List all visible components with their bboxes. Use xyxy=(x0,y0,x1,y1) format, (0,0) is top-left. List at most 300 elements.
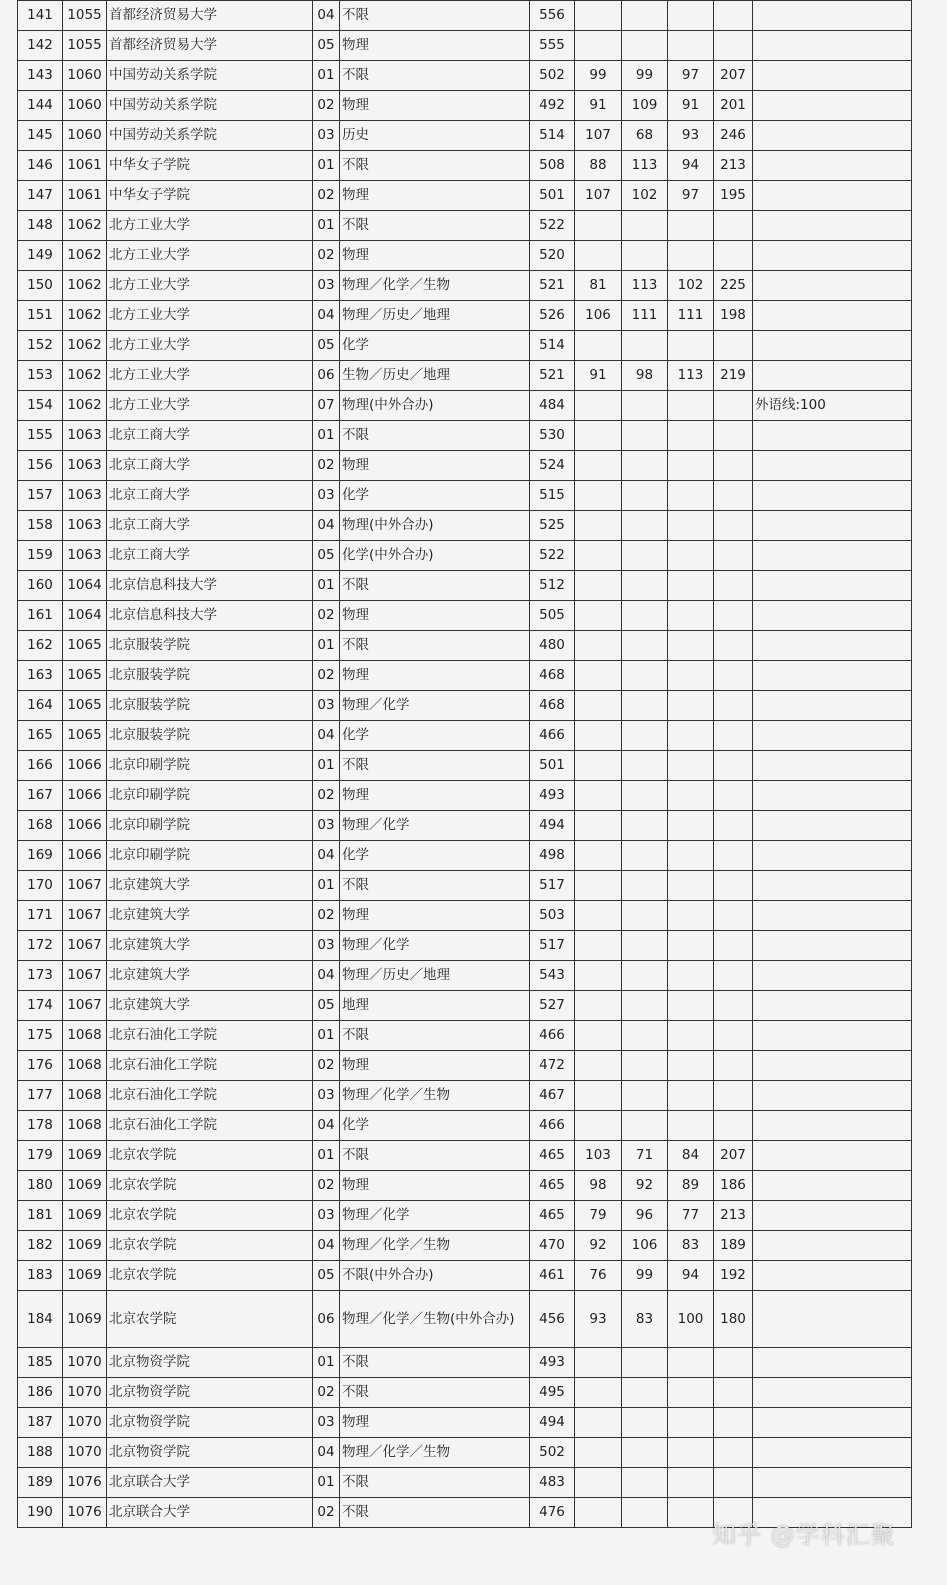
row-index-cell: 151 xyxy=(18,301,63,331)
min-score-cell: 466 xyxy=(530,721,575,751)
row-index-cell: 189 xyxy=(18,1468,63,1498)
score-4-cell xyxy=(714,511,753,541)
subject-requirement-cell: 不限 xyxy=(340,631,530,661)
note-cell xyxy=(753,1261,912,1291)
school-code-cell: 1069 xyxy=(63,1171,107,1201)
score-2-cell xyxy=(622,1408,668,1438)
table-row xyxy=(18,841,912,871)
table-row xyxy=(18,31,912,61)
score-2-cell xyxy=(622,1348,668,1378)
score-1-cell: 107 xyxy=(575,121,622,151)
row-index-cell: 175 xyxy=(18,1021,63,1051)
min-score-cell: 522 xyxy=(530,541,575,571)
min-score-cell: 501 xyxy=(530,181,575,211)
score-4-cell xyxy=(714,931,753,961)
note-cell xyxy=(753,211,912,241)
row-index-cell: 162 xyxy=(18,631,63,661)
school-name-cell: 北京服装学院 xyxy=(107,661,313,691)
table-row xyxy=(18,331,912,361)
score-3-cell xyxy=(668,601,714,631)
score-4-cell xyxy=(714,1468,753,1498)
score-2-cell: 106 xyxy=(622,1231,668,1261)
table-row xyxy=(18,1348,912,1378)
min-score-cell: 527 xyxy=(530,991,575,1021)
subject-requirement-cell: 历史 xyxy=(340,121,530,151)
note-cell xyxy=(753,481,912,511)
subject-requirement-cell: 物理 xyxy=(340,781,530,811)
subject-requirement-cell: 物理／化学／生物 xyxy=(340,1231,530,1261)
group-number-cell: 02 xyxy=(313,1498,340,1528)
score-4-cell: 213 xyxy=(714,151,753,181)
group-number-cell: 04 xyxy=(313,961,340,991)
min-score-cell: 461 xyxy=(530,1261,575,1291)
score-4-cell: 219 xyxy=(714,361,753,391)
group-number-cell: 01 xyxy=(313,1468,340,1498)
min-score-cell: 502 xyxy=(530,61,575,91)
score-4-cell xyxy=(714,1408,753,1438)
score-4-cell: 189 xyxy=(714,1231,753,1261)
min-score-cell: 530 xyxy=(530,421,575,451)
note-cell xyxy=(753,361,912,391)
min-score-cell: 468 xyxy=(530,691,575,721)
subject-requirement-cell: 物理(中外合办) xyxy=(340,511,530,541)
group-number-cell: 03 xyxy=(313,1408,340,1438)
school-name-cell: 北京服装学院 xyxy=(107,631,313,661)
score-4-cell xyxy=(714,901,753,931)
score-1-cell xyxy=(575,841,622,871)
score-3-cell xyxy=(668,451,714,481)
table-row xyxy=(18,391,912,421)
score-1-cell xyxy=(575,811,622,841)
min-score-cell: 470 xyxy=(530,1231,575,1261)
row-index-cell: 169 xyxy=(18,841,63,871)
score-3-cell: 111 xyxy=(668,301,714,331)
school-name-cell: 中国劳动关系学院 xyxy=(107,61,313,91)
score-2-cell: 83 xyxy=(622,1291,668,1348)
note-cell xyxy=(753,1171,912,1201)
min-score-cell: 465 xyxy=(530,1171,575,1201)
school-name-cell: 北京建筑大学 xyxy=(107,961,313,991)
score-2-cell: 68 xyxy=(622,121,668,151)
group-number-cell: 02 xyxy=(313,781,340,811)
score-3-cell xyxy=(668,1408,714,1438)
note-cell xyxy=(753,1408,912,1438)
min-score-cell: 524 xyxy=(530,451,575,481)
score-2-cell xyxy=(622,1468,668,1498)
score-4-cell xyxy=(714,781,753,811)
score-2-cell: 96 xyxy=(622,1201,668,1231)
table-row xyxy=(18,241,912,271)
min-score-cell: 472 xyxy=(530,1051,575,1081)
note-cell xyxy=(753,1021,912,1051)
min-score-cell: 508 xyxy=(530,151,575,181)
min-score-cell: 484 xyxy=(530,391,575,421)
group-number-cell: 01 xyxy=(313,211,340,241)
school-code-cell: 1068 xyxy=(63,1111,107,1141)
score-1-cell xyxy=(575,541,622,571)
row-index-cell: 150 xyxy=(18,271,63,301)
school-name-cell: 北京建筑大学 xyxy=(107,931,313,961)
school-name-cell: 北方工业大学 xyxy=(107,361,313,391)
group-number-cell: 01 xyxy=(313,61,340,91)
school-name-cell: 北京印刷学院 xyxy=(107,781,313,811)
min-score-cell: 515 xyxy=(530,481,575,511)
score-3-cell xyxy=(668,1081,714,1111)
score-3-cell: 84 xyxy=(668,1141,714,1171)
group-number-cell: 07 xyxy=(313,391,340,421)
table-row xyxy=(18,871,912,901)
group-number-cell: 01 xyxy=(313,571,340,601)
table-row xyxy=(18,1081,912,1111)
score-2-cell xyxy=(622,991,668,1021)
table-row xyxy=(18,1021,912,1051)
score-3-cell xyxy=(668,991,714,1021)
min-score-cell: 466 xyxy=(530,1111,575,1141)
row-index-cell: 159 xyxy=(18,541,63,571)
school-code-cell: 1055 xyxy=(63,1,107,31)
row-index-cell: 153 xyxy=(18,361,63,391)
row-index-cell: 161 xyxy=(18,601,63,631)
score-2-cell: 99 xyxy=(622,1261,668,1291)
note-cell xyxy=(753,541,912,571)
score-2-cell: 113 xyxy=(622,271,668,301)
note-cell xyxy=(753,241,912,271)
subject-requirement-cell: 物理 xyxy=(340,661,530,691)
subject-requirement-cell: 物理 xyxy=(340,451,530,481)
group-number-cell: 02 xyxy=(313,661,340,691)
note-cell xyxy=(753,1081,912,1111)
school-name-cell: 北京农学院 xyxy=(107,1141,313,1171)
score-2-cell xyxy=(622,871,668,901)
score-1-cell xyxy=(575,871,622,901)
school-code-cell: 1066 xyxy=(63,781,107,811)
score-4-cell: 201 xyxy=(714,91,753,121)
min-score-cell: 521 xyxy=(530,271,575,301)
min-score-cell: 465 xyxy=(530,1201,575,1231)
school-name-cell: 北京物资学院 xyxy=(107,1438,313,1468)
min-score-cell: 555 xyxy=(530,31,575,61)
min-score-cell: 495 xyxy=(530,1378,575,1408)
table-row xyxy=(18,1378,912,1408)
score-4-cell: 195 xyxy=(714,181,753,211)
score-1-cell: 93 xyxy=(575,1291,622,1348)
subject-requirement-cell: 物理／化学 xyxy=(340,691,530,721)
school-name-cell: 北京联合大学 xyxy=(107,1468,313,1498)
school-name-cell: 北京建筑大学 xyxy=(107,901,313,931)
note-cell xyxy=(753,181,912,211)
score-4-cell xyxy=(714,541,753,571)
subject-requirement-cell: 化学 xyxy=(340,481,530,511)
min-score-cell: 468 xyxy=(530,661,575,691)
note-cell xyxy=(753,1438,912,1468)
score-2-cell xyxy=(622,571,668,601)
school-code-cell: 1066 xyxy=(63,811,107,841)
school-code-cell: 1061 xyxy=(63,181,107,211)
score-2-cell xyxy=(622,481,668,511)
score-1-cell: 88 xyxy=(575,151,622,181)
row-index-cell: 174 xyxy=(18,991,63,1021)
school-code-cell: 1067 xyxy=(63,961,107,991)
note-cell xyxy=(753,931,912,961)
table-row xyxy=(18,1438,912,1468)
table-row xyxy=(18,661,912,691)
row-index-cell: 183 xyxy=(18,1261,63,1291)
min-score-cell: 493 xyxy=(530,1348,575,1378)
score-4-cell xyxy=(714,391,753,421)
score-4-cell: 192 xyxy=(714,1261,753,1291)
score-1-cell xyxy=(575,211,622,241)
subject-requirement-cell: 化学(中外合办) xyxy=(340,541,530,571)
score-4-cell xyxy=(714,451,753,481)
row-index-cell: 181 xyxy=(18,1201,63,1231)
score-2-cell xyxy=(622,1111,668,1141)
score-3-cell xyxy=(668,1111,714,1141)
school-code-cell: 1063 xyxy=(63,451,107,481)
subject-requirement-cell: 不限 xyxy=(340,1348,530,1378)
score-4-cell xyxy=(714,1348,753,1378)
row-index-cell: 157 xyxy=(18,481,63,511)
note-cell xyxy=(753,1,912,31)
school-code-cell: 1061 xyxy=(63,151,107,181)
school-code-cell: 1069 xyxy=(63,1291,107,1348)
row-index-cell: 164 xyxy=(18,691,63,721)
subject-requirement-cell: 不限 xyxy=(340,61,530,91)
subject-requirement-cell: 不限 xyxy=(340,1378,530,1408)
score-2-cell xyxy=(622,931,668,961)
group-number-cell: 01 xyxy=(313,421,340,451)
score-4-cell xyxy=(714,811,753,841)
note-cell xyxy=(753,1051,912,1081)
score-2-cell xyxy=(622,841,668,871)
school-name-cell: 北京建筑大学 xyxy=(107,991,313,1021)
min-score-cell: 456 xyxy=(530,1291,575,1348)
table-row xyxy=(18,691,912,721)
score-4-cell: 225 xyxy=(714,271,753,301)
school-name-cell: 中国劳动关系学院 xyxy=(107,91,313,121)
score-1-cell: 76 xyxy=(575,1261,622,1291)
min-score-cell: 543 xyxy=(530,961,575,991)
group-number-cell: 03 xyxy=(313,811,340,841)
min-score-cell: 494 xyxy=(530,1408,575,1438)
school-name-cell: 北京工商大学 xyxy=(107,481,313,511)
score-1-cell xyxy=(575,1408,622,1438)
row-index-cell: 170 xyxy=(18,871,63,901)
school-code-cell: 1062 xyxy=(63,211,107,241)
score-1-cell xyxy=(575,991,622,1021)
score-2-cell xyxy=(622,781,668,811)
score-3-cell: 100 xyxy=(668,1291,714,1348)
table-body xyxy=(18,1,912,1528)
score-2-cell xyxy=(622,1051,668,1081)
table-row xyxy=(18,931,912,961)
school-code-cell: 1069 xyxy=(63,1141,107,1171)
min-score-cell: 465 xyxy=(530,1141,575,1171)
score-1-cell: 103 xyxy=(575,1141,622,1171)
score-1-cell xyxy=(575,1438,622,1468)
table-row xyxy=(18,901,912,931)
score-1-cell xyxy=(575,661,622,691)
school-code-cell: 1070 xyxy=(63,1378,107,1408)
score-1-cell xyxy=(575,1021,622,1051)
row-index-cell: 180 xyxy=(18,1171,63,1201)
min-score-cell: 494 xyxy=(530,811,575,841)
note-cell xyxy=(753,1468,912,1498)
score-2-cell xyxy=(622,241,668,271)
table-row xyxy=(18,1141,912,1171)
school-code-cell: 1062 xyxy=(63,301,107,331)
school-code-cell: 1076 xyxy=(63,1498,107,1528)
group-number-cell: 04 xyxy=(313,1438,340,1468)
row-index-cell: 168 xyxy=(18,811,63,841)
school-code-cell: 1066 xyxy=(63,751,107,781)
subject-requirement-cell: 物理／化学／生物 xyxy=(340,1081,530,1111)
min-score-cell: 505 xyxy=(530,601,575,631)
group-number-cell: 04 xyxy=(313,1111,340,1141)
note-cell xyxy=(753,451,912,481)
table-row xyxy=(18,421,912,451)
score-3-cell xyxy=(668,31,714,61)
school-code-cell: 1063 xyxy=(63,481,107,511)
school-name-cell: 北京农学院 xyxy=(107,1231,313,1261)
score-3-cell: 93 xyxy=(668,121,714,151)
score-4-cell xyxy=(714,1438,753,1468)
score-4-cell xyxy=(714,601,753,631)
group-number-cell: 04 xyxy=(313,301,340,331)
row-index-cell: 188 xyxy=(18,1438,63,1468)
group-number-cell: 03 xyxy=(313,481,340,511)
row-index-cell: 160 xyxy=(18,571,63,601)
row-index-cell: 141 xyxy=(18,1,63,31)
score-2-cell xyxy=(622,331,668,361)
score-3-cell xyxy=(668,571,714,601)
subject-requirement-cell: 不限 xyxy=(340,421,530,451)
score-1-cell xyxy=(575,1111,622,1141)
group-number-cell: 02 xyxy=(313,1051,340,1081)
score-1-cell xyxy=(575,331,622,361)
subject-requirement-cell: 物理 xyxy=(340,1408,530,1438)
admission-score-table xyxy=(17,0,912,1528)
score-3-cell xyxy=(668,901,714,931)
table-row xyxy=(18,601,912,631)
table-row xyxy=(18,571,912,601)
group-number-cell: 01 xyxy=(313,1021,340,1051)
score-4-cell xyxy=(714,331,753,361)
school-code-cell: 1062 xyxy=(63,361,107,391)
school-code-cell: 1069 xyxy=(63,1201,107,1231)
score-3-cell xyxy=(668,1021,714,1051)
score-2-cell: 102 xyxy=(622,181,668,211)
score-1-cell xyxy=(575,31,622,61)
score-3-cell xyxy=(668,1,714,31)
group-number-cell: 04 xyxy=(313,511,340,541)
subject-requirement-cell: 物理 xyxy=(340,181,530,211)
score-1-cell: 107 xyxy=(575,181,622,211)
row-index-cell: 148 xyxy=(18,211,63,241)
score-1-cell xyxy=(575,571,622,601)
school-name-cell: 北京农学院 xyxy=(107,1291,313,1348)
note-cell xyxy=(753,31,912,61)
group-number-cell: 05 xyxy=(313,991,340,1021)
score-2-cell xyxy=(622,751,668,781)
school-code-cell: 1067 xyxy=(63,901,107,931)
subject-requirement-cell: 地理 xyxy=(340,991,530,1021)
score-1-cell xyxy=(575,1468,622,1498)
score-1-cell xyxy=(575,691,622,721)
row-index-cell: 165 xyxy=(18,721,63,751)
table-row xyxy=(18,451,912,481)
school-code-cell: 1062 xyxy=(63,241,107,271)
note-cell xyxy=(753,91,912,121)
group-number-cell: 02 xyxy=(313,451,340,481)
table-row xyxy=(18,61,912,91)
group-number-cell: 03 xyxy=(313,121,340,151)
row-index-cell: 149 xyxy=(18,241,63,271)
school-code-cell: 1063 xyxy=(63,541,107,571)
school-code-cell: 1064 xyxy=(63,571,107,601)
table-row xyxy=(18,151,912,181)
group-number-cell: 02 xyxy=(313,91,340,121)
subject-requirement-cell: 物理 xyxy=(340,241,530,271)
score-2-cell xyxy=(622,901,668,931)
school-code-cell: 1062 xyxy=(63,271,107,301)
school-code-cell: 1060 xyxy=(63,91,107,121)
school-name-cell: 北京工商大学 xyxy=(107,421,313,451)
score-2-cell: 71 xyxy=(622,1141,668,1171)
row-index-cell: 185 xyxy=(18,1348,63,1378)
row-index-cell: 172 xyxy=(18,931,63,961)
school-name-cell: 北方工业大学 xyxy=(107,271,313,301)
score-2-cell xyxy=(622,1081,668,1111)
school-code-cell: 1065 xyxy=(63,691,107,721)
row-index-cell: 156 xyxy=(18,451,63,481)
note-cell xyxy=(753,811,912,841)
note-cell xyxy=(753,121,912,151)
note-cell xyxy=(753,871,912,901)
row-index-cell: 186 xyxy=(18,1378,63,1408)
row-index-cell: 166 xyxy=(18,751,63,781)
group-number-cell: 01 xyxy=(313,751,340,781)
score-3-cell xyxy=(668,691,714,721)
score-3-cell xyxy=(668,841,714,871)
score-3-cell xyxy=(668,1468,714,1498)
score-4-cell xyxy=(714,961,753,991)
min-score-cell: 498 xyxy=(530,841,575,871)
school-name-cell: 中华女子学院 xyxy=(107,181,313,211)
row-index-cell: 146 xyxy=(18,151,63,181)
score-3-cell: 91 xyxy=(668,91,714,121)
score-4-cell xyxy=(714,991,753,1021)
score-3-cell xyxy=(668,1438,714,1468)
note-cell xyxy=(753,661,912,691)
table-row xyxy=(18,211,912,241)
score-2-cell: 98 xyxy=(622,361,668,391)
row-index-cell: 143 xyxy=(18,61,63,91)
school-code-cell: 1055 xyxy=(63,31,107,61)
score-2-cell: 111 xyxy=(622,301,668,331)
note-cell xyxy=(753,841,912,871)
school-code-cell: 1063 xyxy=(63,421,107,451)
school-name-cell: 北京石油化工学院 xyxy=(107,1051,313,1081)
score-4-cell xyxy=(714,1111,753,1141)
score-1-cell: 99 xyxy=(575,61,622,91)
row-index-cell: 177 xyxy=(18,1081,63,1111)
min-score-cell: 502 xyxy=(530,1438,575,1468)
school-name-cell: 北京物资学院 xyxy=(107,1408,313,1438)
table-row xyxy=(18,1468,912,1498)
score-1-cell xyxy=(575,601,622,631)
note-cell xyxy=(753,721,912,751)
score-4-cell: 186 xyxy=(714,1171,753,1201)
